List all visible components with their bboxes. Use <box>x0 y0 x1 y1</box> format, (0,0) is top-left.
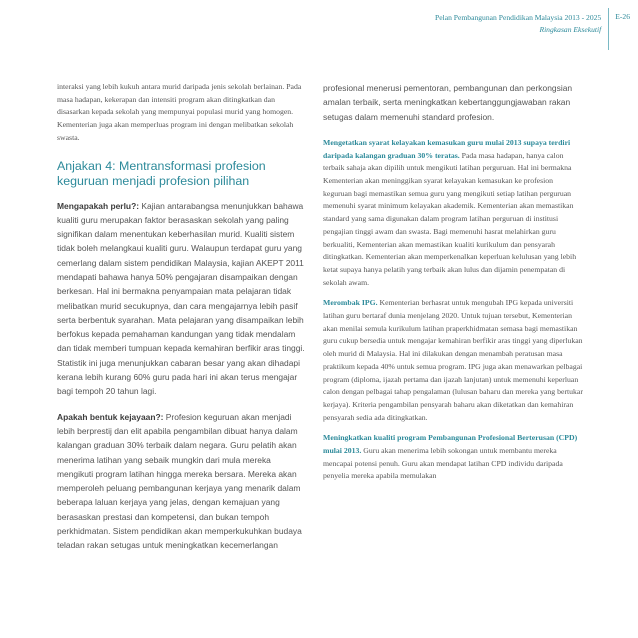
ipg-paragraph <box>323 297 583 424</box>
success-paragraph <box>57 410 309 553</box>
cpd-paragraph <box>323 432 583 483</box>
intro-paragraph: interaksi yang lebih kukuh antara murid daripada jenis sekolah berlainan. Pada masa hadapan, kekerapan dan intensiti program akan ditingkatkan dan disasarkan kepada sekolah yang mempunyai populasi murid yang homogen. Kementerian juga akan memperluas program ini dengan melibatkan sekolah swasta. <box>57 82 302 142</box>
why-body: Kajian antarabangsa menunjukkan bahawa kualiti guru merupakan faktor berasaskan sekolah yang paling signifikan dalam menentukan keberhasilan murid. Kualiti sistem tidak boleh melangkaui kualiti guru. Walaupun terdapat guru yang cemerlang dalam sistem pendidikan Malaysia, kajian AKEPT 2011 mendapati bahawa hanya 50% pengajaran disampaikan dengan berkesan. Hal ini bermakna penyampaian mata pelajaran tidak melibatkan murid secukupnya, dan cara mengajarnya lebih pasif serta berbentuk syarahan. Mata pelajaran yang disampaikan lebih berfokus kepada pemahaman kandungan yang tidak mendalam dan tidak memberi tumpuan kepada kemahiran berfikir aras tinggi. Statistik ini juga menunjukkan cabaran besar yang akan dihadapi kerana lebih kurang 60% guru pada hari ini akan terus mengajar bagi tempoh 20 tahun lagi. <box>57 200 305 397</box>
success-body: Profesion keguruan akan menjadi lebih berprestij dan elit apabila pengambilan dibuat hanya dalam kalangan graduan 30% terbaik dalam negara. Guru pelatih akan menerima latihan yang sebaik mungkin dari mula mereka mengikuti program latihan hingga mereka bersara. Mereka akan memperoleh peluang pembangunan kerjaya yang menarik dalam beberapa laluan kerjaya yang jelas, dengan kemajuan yang berasaskan prestasi dan kompetensi, dan bukan tempoh perkhidmatan. Sistem pendidikan akan memperkukuhkan budaya teladan rakan setugas untuk meningkatkan kecemerlangan <box>57 411 302 551</box>
entry-requirements-body: Pada masa hadapan, hanya calon terbaik sahaja akan dipilih untuk mengikuti latihan perguruan. Hal ini bermakna Kementerian akan meninggikan syarat kelayakan kemasukan ke profesion keguruan bagi memastikan semua guru yang mengikuti setiap latihan perguruan memenuhi syarat minimum kelayakan akademik. Kementerian akan memastikan standard yang sama digunakan dalam program latihan perguruan di institusi pengajian tinggi awam dan swasta. Bagi memenuhi hasrat melahirkan guru berkualiti, Kementerian akan memastikan kualiti kurikulum dan pensyarah ditingkatkan. Kementerian akan memperkenalkan keperluan kelulusan yang lebih ketat supaya hanya pelatih yang terbaik akan lulus dan dijamin penempatan di sekolah awam. <box>323 150 577 287</box>
success-lead: Apakah bentuk kejayaan?: <box>57 411 164 422</box>
entry-requirements-lead: Mengetatkan syarat kelayakan kemasukan guru mulai 2013 supaya terdiri daripada kalangan graduan 30% teratas. <box>323 137 571 160</box>
header-title: Pelan Pembangunan Pendidikan Malaysia 2013 - 2025 <box>435 13 602 22</box>
entry-requirements-paragraph <box>323 137 583 289</box>
right-column <box>323 81 583 483</box>
continuation-paragraph: profesional menerusi pementoran, pembangunan dan perkongsian amalan terbaik, serta meningkatkan kebertanggungjawaban rakan setugas dalam memenuhi standard profesion. <box>323 83 573 122</box>
cpd-lead: Meningkatkan kualiti program Pembangunan Profesional Berterusan (CPD) mulai 2013. <box>323 433 578 456</box>
left-column <box>57 81 309 553</box>
header-text <box>435 12 608 36</box>
page-header <box>435 6 630 60</box>
ipg-lead: Merombak IPG. <box>323 298 378 308</box>
why-paragraph <box>57 199 309 399</box>
section-title: Anjakan 4: Mentransformasi profesion keguruan menjadi profesion pilihan <box>57 158 266 188</box>
cpd-body: Guru akan menerima lebih sokongan untuk membantu mereka mencapai potensi penuh. Guru akan mendapat latihan CPD individu daripada penyelia mereka apabila memulakan <box>323 446 563 481</box>
ipg-body: Kementerian berhasrat untuk mengubah IPG kepada universiti latihan guru bertaraf dunia menjelang 2020. Untuk tujuan tersebut, Kementerian akan menilai semula kurikulum latihan praperkhidmatan semasa bagi memastikan guru cukup bersedia untuk mengajar kemahiran berfikir aras tinggi yang diperlukan oleh murid di Malaysia. Hal ini dilakukan dengan menambah peratusan masa praktikum kepada 40% untuk semua program. IPG juga akan menawarkan pelbagai program (diploma, ijazah pertama dan ijazah lanjutan) untuk memenuhi keperluan calon dengan pelbagai tahap pengalaman (lulusan baharu dan mereka yang bertukar kerjaya). Kriteria pengambilan pensyarah baharu akan diketatkan dan kemahiran pensyarah sedia ada ditingkatkan. <box>323 298 583 422</box>
header-subtitle: Ringkasan Eksekutif <box>539 25 602 34</box>
why-lead: Mengapakah perlu?: <box>57 200 140 211</box>
page-number: E-26 <box>615 12 630 21</box>
